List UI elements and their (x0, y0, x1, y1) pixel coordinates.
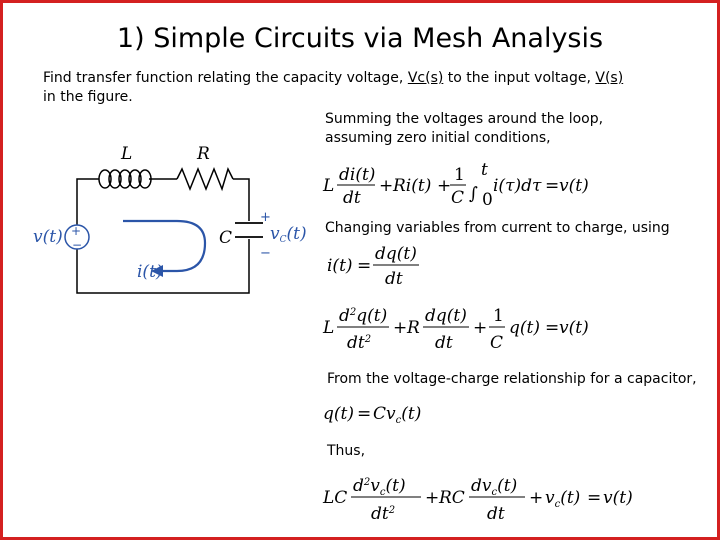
intro-text (43, 69, 683, 107)
svg-text:=: = (545, 318, 560, 338)
svg-text:q(t): q(t) (323, 404, 354, 424)
svg-text:=: = (357, 256, 372, 276)
step3-text: From the voltage-charge relationship for a capacitor, (327, 371, 697, 387)
intro-part2: to the input voltage, (443, 70, 596, 86)
svg-text:v(t): v(t) (559, 318, 589, 338)
svg-text:dq(t): dq(t) (425, 306, 467, 326)
cap-minus: − (260, 246, 271, 261)
svg-text:d2q(t): $d^2q(t)$ (339, 306, 388, 326)
svg-text:∫: ∫ (469, 184, 478, 204)
equation-1 (323, 161, 593, 216)
equation-4 (323, 397, 423, 432)
svg-text:dt2: $dt^2$ (347, 333, 372, 353)
svg-text:=: = (545, 176, 560, 196)
mesh-current-arrow (123, 221, 205, 271)
svg-text:dt: dt (343, 188, 361, 208)
intro-vc: Vc(s) (407, 70, 444, 86)
svg-text:L: L (323, 176, 335, 196)
svg-text:+: + (529, 488, 544, 508)
equation-1-graphic (323, 161, 593, 211)
svg-text:C: C (451, 188, 465, 208)
svg-text:dt: dt (487, 504, 505, 524)
svg-text:dt2: $dt^2$ (371, 504, 396, 524)
intro-part1: Find transfer function relating the capacity voltage, (43, 70, 408, 86)
svg-text:vc(t): $v_c(t)$ (545, 488, 581, 510)
svg-text:Cvc(t): $Cv_c(t)$ (373, 404, 422, 426)
svg-text:0: 0 (482, 190, 493, 210)
equation-5 (323, 471, 663, 538)
rlc-circuit-diagram (27, 143, 317, 303)
svg-text:R: R (407, 318, 420, 338)
intro-v: V(s) (595, 70, 624, 86)
page-title: 1) Simple Circuits via Mesh Analysis (116, 23, 604, 54)
svg-text:C: C (490, 333, 504, 353)
step1-line2: assuming zero initial conditions, (325, 130, 551, 146)
svg-text:dvc(t): $dv_c(t)$ (471, 476, 518, 498)
resistor (177, 169, 233, 189)
svg-text:+: + (473, 318, 488, 338)
equation-5-graphic (323, 471, 663, 533)
svg-text:v(t): v(t) (559, 176, 589, 196)
source-plus: + (71, 224, 82, 238)
svg-text:dt: dt (435, 333, 453, 353)
svg-text:v(t): v(t) (603, 488, 633, 508)
source-minus: − (72, 238, 83, 252)
step1-text (325, 110, 603, 148)
svg-text:RC: RC (439, 488, 465, 508)
cap-voltage-label: vC(t) (270, 224, 307, 245)
svg-text:i(τ)dτ: i(τ)dτ (493, 176, 542, 196)
svg-text:Ri(t): Ri(t) (393, 176, 432, 196)
svg-text:d2vc(t): $d^2v_c(t)$ (353, 476, 406, 498)
cap-plus: + (260, 210, 271, 225)
inductor (99, 170, 151, 188)
svg-text:LC: LC (323, 488, 348, 508)
svg-text:1: 1 (454, 165, 465, 185)
svg-text:L: L (323, 318, 335, 338)
capacitor-label: C (219, 228, 233, 248)
resistor-label: R (197, 144, 210, 164)
svg-text:+: + (393, 318, 408, 338)
capacitor (235, 223, 263, 237)
step4-text: Thus, (327, 443, 366, 459)
equation-3 (323, 301, 603, 366)
current-label: i(t) (137, 262, 163, 282)
svg-text:+: + (437, 176, 452, 196)
svg-text:dt: dt (385, 269, 403, 289)
step2-text: Changing variables from current to charge, using (325, 220, 670, 236)
svg-text:q(t): q(t) (509, 318, 540, 338)
source-label: v(t) (33, 227, 63, 247)
intro-part3: in the figure. (43, 89, 133, 105)
svg-text:=: = (587, 488, 602, 508)
svg-text:=: = (357, 404, 372, 424)
step1-line1: Summing the voltages around the loop, (325, 111, 604, 127)
svg-text:di(t): di(t) (339, 165, 376, 185)
inductor-label: L (121, 144, 133, 164)
equation-2 (327, 241, 437, 296)
equation-3-graphic (323, 301, 603, 361)
svg-text:1: 1 (493, 306, 504, 326)
svg-text:+: + (379, 176, 394, 196)
svg-text:dq(t): dq(t) (375, 244, 417, 264)
svg-text:+: + (425, 488, 440, 508)
equation-4-graphic (323, 397, 423, 427)
equation-2-graphic (327, 241, 437, 291)
svg-text:i(t): i(t) (327, 256, 353, 276)
svg-text:t: t (481, 160, 488, 180)
